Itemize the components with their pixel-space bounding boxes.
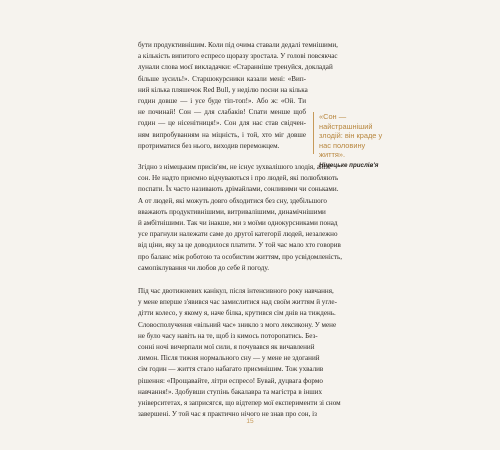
text-line: рішення: «Прощавайте, літри еспресо! Бувай, дуцвага формо (138, 376, 323, 385)
text-line: протриматися без нього, виходив переможцем. (138, 141, 280, 150)
paragraph-1 (138, 40, 338, 152)
text-line: самопіклування чи любов до себе й погоду. (138, 263, 269, 272)
text-line: бути продуктивнішим. Коли під очима ставали дедалі темнішими, (138, 41, 338, 49)
text-line: Словосполучення «вільний час» зникло з мого лексикону. У мене (138, 320, 337, 329)
text-line: університетах, я заприсягся, що відтепер мої експерименти зі сном (138, 399, 341, 408)
text-line: навчання!». Здобувши ступінь бакалавра та магістра в інших (138, 387, 323, 396)
pull-quote (313, 112, 389, 169)
text-line: ням випробуванням на міцність, і той, хто міг довше (138, 130, 306, 139)
text-line: Під час двотижневих канікул, після інтенсивного року навчання, (138, 287, 334, 296)
page-number: 15 (246, 418, 254, 425)
text-line: годин довше — і усе буде тіп-топ!». Або ж: «Ой. Ти (138, 97, 306, 106)
text-line: більше зусиль!». Старшокурсники казали мені: «Вип- (138, 74, 306, 83)
pull-quote-text: «Сон — найстрашніший злодій: він краде у нас половину життя». (319, 112, 383, 160)
text-line: сім годин — життя стало набагато приємнішим. Тож ухвалив (138, 365, 324, 374)
pull-quote-attribution: Німецьке прислів'я (319, 161, 379, 169)
text-line: вважають продуктивнішими, витривалішими, динамічнішими (138, 207, 326, 216)
text-line: сон. Не надто приємно відчуваються і про людей, які полюбляють (138, 174, 339, 183)
pull-quote-accent-bar (313, 112, 314, 154)
text-line: лимон. Після тижня нормального сну — у мене не здоганий (138, 354, 320, 363)
text-line: й амбітнішими. Так чи інакше, ми з моїми однокурсниками понад (138, 219, 338, 228)
text-line: Згідно з німецьким присів'ям, не існує зухвалішого злодія, аніж (138, 163, 331, 172)
text-line: про баланс між роботою та особистим життям, про усвідомленість, (138, 252, 343, 261)
text-line: завершені. У той час я практично нічого не знав про сон, із (138, 410, 317, 419)
text-line: поспати. Їх часто називають дрімайлами, сонливими чи соньками. (138, 185, 339, 194)
main-text-column (138, 40, 343, 421)
text-line: не було часу навіть на те, щоб із кимось поторопатись. Без- (138, 331, 318, 340)
text-line: усе прагнули належати саме до другої категорії людей, незалежно (138, 230, 338, 239)
text-line: годин — це нісенітниця!». Сон для нас став свідчен- (138, 119, 306, 128)
text-line: дітти колесо, у якому я, наче білка, крутився сім днів на тиждень. (138, 309, 336, 318)
paragraph-3 (138, 286, 341, 420)
text-line: а кількість випитого еспресо щоразу зростала. У голові повсякчас (138, 52, 338, 61)
text-line: лунали слова моєї викладачки: «Старанніше тренуйся, докладай (138, 63, 333, 72)
text-line: не починай! Сон — для слабаків! Спати менше щоб (138, 108, 306, 117)
text-line: А от людей, які можуть довго обходитися без сну, здебільшого (138, 196, 327, 205)
text-line: ний кілька пляшечок Red Bull, у неділю посни на кілька (138, 85, 308, 94)
text-line: сонні ночі вичерпали мої сили, я почувався як вичавлений (138, 343, 315, 352)
paragraph-2 (138, 162, 343, 274)
text-line: у мене вперше з'явився час замислитися над своїм життям й угле- (138, 298, 337, 307)
text-line: від ціни, яку за це доводилося платити. У той час мало хто говорив (138, 241, 341, 250)
